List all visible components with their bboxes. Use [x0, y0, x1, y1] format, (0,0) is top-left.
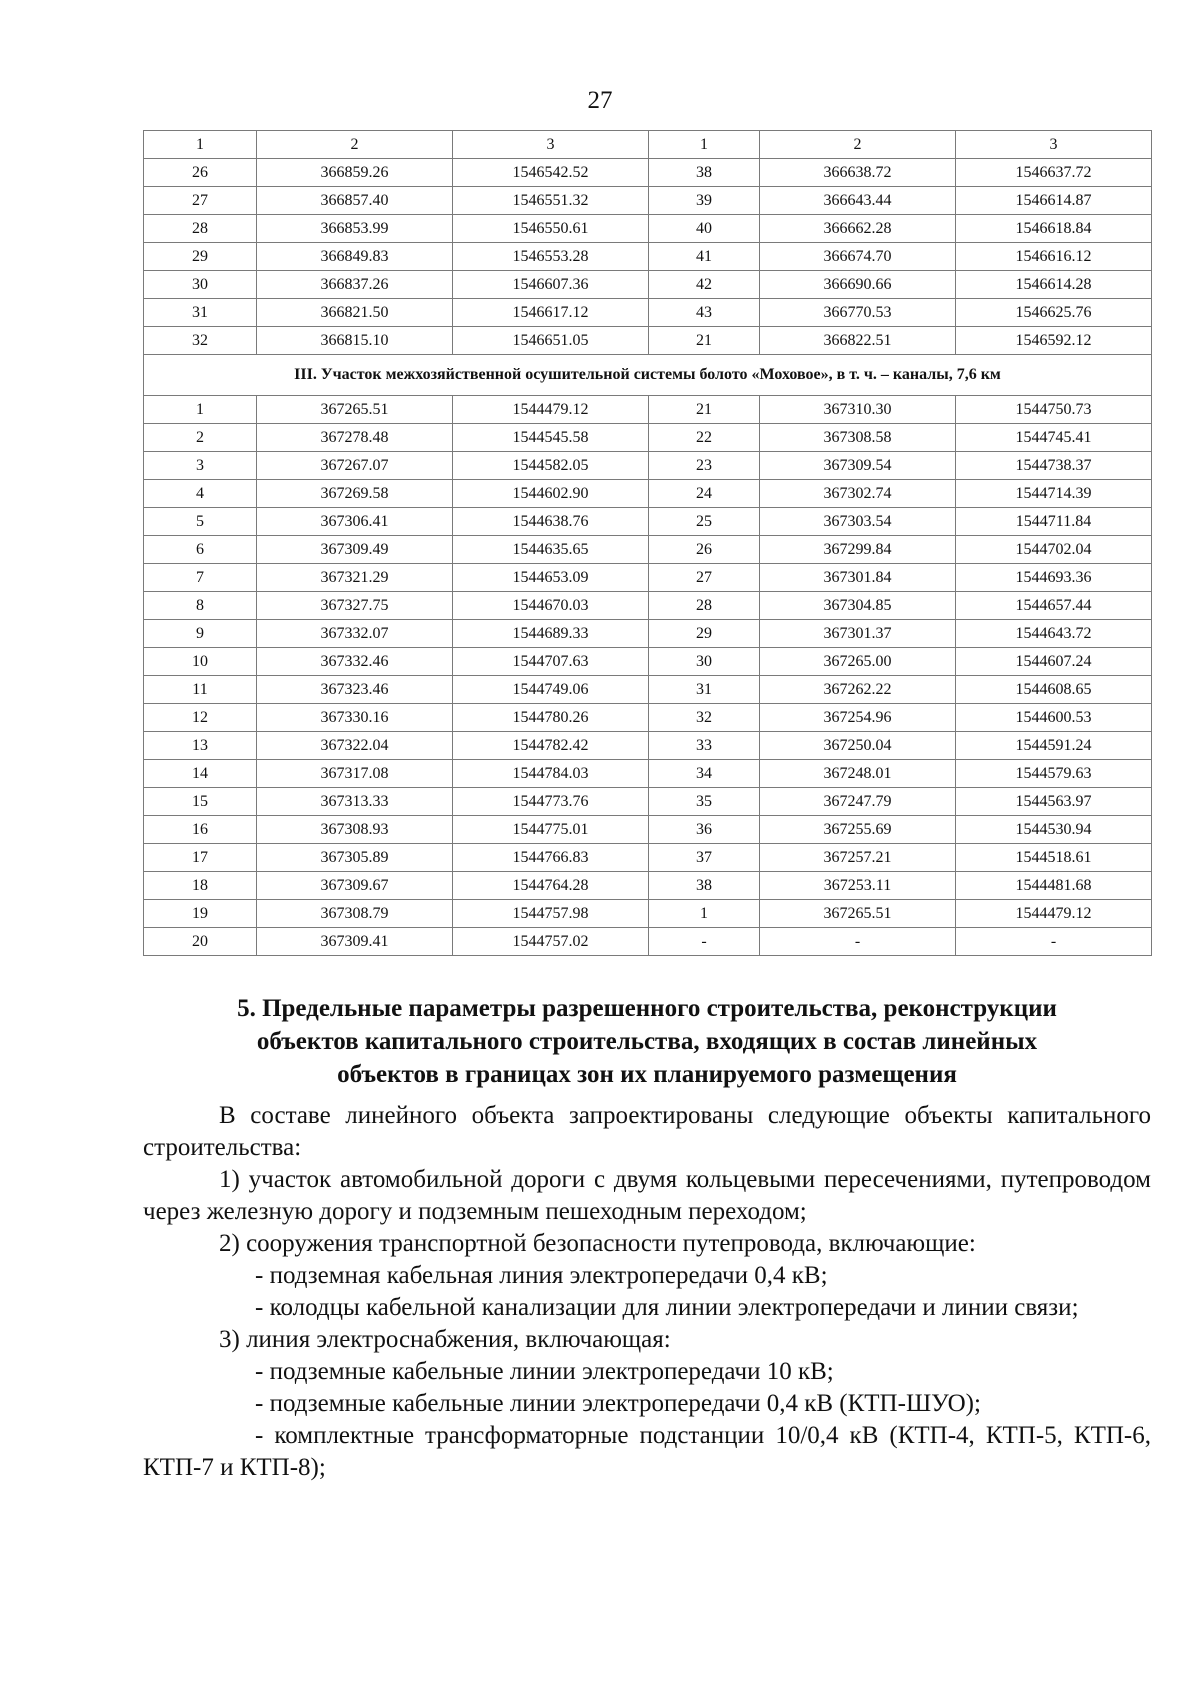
- table-cell: 367303.54: [760, 508, 956, 536]
- table-cell: 366822.51: [760, 327, 956, 355]
- table-cell: 1544773.76: [453, 788, 649, 816]
- table-cell: 1544479.12: [453, 396, 649, 424]
- table-cell: 1546592.12: [956, 327, 1152, 355]
- table-cell: 367327.75: [257, 592, 453, 620]
- table-cell: 367305.89: [257, 844, 453, 872]
- table-cell: 366643.44: [760, 187, 956, 215]
- table-cell: 1544608.65: [956, 676, 1152, 704]
- table-cell: 11: [144, 676, 257, 704]
- table-cell: 1544481.68: [956, 872, 1152, 900]
- table-row: [144, 564, 1152, 592]
- table-cell: 30: [649, 648, 760, 676]
- section-heading: [143, 992, 1151, 1091]
- table-cell: 1544750.73: [956, 396, 1152, 424]
- table-cell: 1546625.76: [956, 299, 1152, 327]
- table-row: [144, 704, 1152, 732]
- table-cell: 17: [144, 844, 257, 872]
- table-cell: 367309.49: [257, 536, 453, 564]
- table-cell: 366674.70: [760, 243, 956, 271]
- table-cell: 30: [144, 271, 257, 299]
- table-cell: 29: [144, 243, 257, 271]
- header-cell: 2: [760, 131, 956, 159]
- table-cell: -: [649, 928, 760, 956]
- table-cell: 3: [144, 452, 257, 480]
- table-cell: 367309.54: [760, 452, 956, 480]
- table-cell: 1544745.41: [956, 424, 1152, 452]
- table-cell: 366859.26: [257, 159, 453, 187]
- table-row: [144, 676, 1152, 704]
- table-cell: 15: [144, 788, 257, 816]
- table-cell: 1544670.03: [453, 592, 649, 620]
- table-row: [144, 844, 1152, 872]
- table-cell: 367247.79: [760, 788, 956, 816]
- table-cell: 1546637.72: [956, 159, 1152, 187]
- table-row: [144, 872, 1152, 900]
- table-cell: 1544782.42: [453, 732, 649, 760]
- table-cell: 1546617.12: [453, 299, 649, 327]
- table-cell: 367250.04: [760, 732, 956, 760]
- table-cell: 20: [144, 928, 257, 956]
- table-cell: 366853.99: [257, 215, 453, 243]
- heading-line: объектов в границах зон их планируемого размещения: [337, 1061, 957, 1088]
- sub-item: - подземная кабельная линия электропередачи 0,4 кВ;: [255, 1262, 828, 1289]
- table-cell: 1544711.84: [956, 508, 1152, 536]
- table-cell: 33: [649, 732, 760, 760]
- table-cell: 1544563.97: [956, 788, 1152, 816]
- table-cell: 31: [144, 299, 257, 327]
- table-cell: 1544602.90: [453, 480, 649, 508]
- table-cell: 367265.51: [760, 900, 956, 928]
- heading-line: 5. Предельные параметры разрешенного строительства, реконструкции: [237, 995, 1057, 1022]
- table-cell: 42: [649, 271, 760, 299]
- table-cell: 4: [144, 480, 257, 508]
- table-cell: 367310.30: [760, 396, 956, 424]
- table-cell: 1544714.39: [956, 480, 1152, 508]
- table-cell: 1544600.53: [956, 704, 1152, 732]
- table-row: [144, 760, 1152, 788]
- table-cell: 1544749.06: [453, 676, 649, 704]
- table-cell: 1544635.65: [453, 536, 649, 564]
- table-row: [144, 424, 1152, 452]
- table-cell: 24: [649, 480, 760, 508]
- table-cell: -: [956, 928, 1152, 956]
- table-cell: 367262.22: [760, 676, 956, 704]
- table-cell: 367302.74: [760, 480, 956, 508]
- table-cell: 32: [144, 327, 257, 355]
- table-cell: 38: [649, 159, 760, 187]
- table-cell: 366662.28: [760, 215, 956, 243]
- table-cell: 28: [649, 592, 760, 620]
- table-cell: 367265.00: [760, 648, 956, 676]
- header-cell: 2: [257, 131, 453, 159]
- table-cell: 7: [144, 564, 257, 592]
- table-cell: 367332.07: [257, 620, 453, 648]
- table-row: [144, 816, 1152, 844]
- table-row: [144, 327, 1152, 355]
- table-cell: 367308.79: [257, 900, 453, 928]
- table-cell: 367308.93: [257, 816, 453, 844]
- table-cell: 36: [649, 816, 760, 844]
- table-cell: 29: [649, 620, 760, 648]
- table-cell: 1544579.63: [956, 760, 1152, 788]
- section-title: III. Участок межхозяйственной осушительной системы болото «Моховое», в т. ч. – каналы, 7,6 км: [144, 355, 1152, 396]
- table-row: [144, 396, 1152, 424]
- table-cell: 367323.46: [257, 676, 453, 704]
- table-cell: 18: [144, 872, 257, 900]
- table-cell: 1546614.87: [956, 187, 1152, 215]
- table-cell: 367317.08: [257, 760, 453, 788]
- table-cell: 1544764.28: [453, 872, 649, 900]
- table-cell: 21: [649, 396, 760, 424]
- table-cell: 367267.07: [257, 452, 453, 480]
- table-cell: 367278.48: [257, 424, 453, 452]
- table-cell: 1544653.09: [453, 564, 649, 592]
- table-header-row: [144, 131, 1152, 159]
- table-cell: 1546616.12: [956, 243, 1152, 271]
- body-text: [143, 1100, 1151, 1484]
- table-cell: 1544643.72: [956, 620, 1152, 648]
- header-cell: 3: [453, 131, 649, 159]
- table-cell: 8: [144, 592, 257, 620]
- header-cell: 1: [144, 131, 257, 159]
- table-cell: 367255.69: [760, 816, 956, 844]
- table-cell: 366770.53: [760, 299, 956, 327]
- table-cell: 367257.21: [760, 844, 956, 872]
- page-number: 27: [587, 87, 613, 114]
- table-cell: 367313.33: [257, 788, 453, 816]
- table-row: [144, 480, 1152, 508]
- list-item-1: 1) участок автомобильной дороги с двумя кольцевыми пересечениями, путепроводом через железную дорогу и подземным пешеходным переходом;: [143, 1166, 1151, 1225]
- coordinates-table: [143, 130, 1152, 956]
- table-row: [144, 271, 1152, 299]
- table-cell: 1544689.33: [453, 620, 649, 648]
- sub-item: - подземные кабельные линии электропередачи 10 кВ;: [255, 1358, 834, 1385]
- table-cell: 1544693.36: [956, 564, 1152, 592]
- table-row: [144, 900, 1152, 928]
- table-cell: 35: [649, 788, 760, 816]
- table-row: [144, 648, 1152, 676]
- table-cell: 1546550.61: [453, 215, 649, 243]
- table-cell: 1544638.76: [453, 508, 649, 536]
- table-cell: 16: [144, 816, 257, 844]
- table-cell: 1546651.05: [453, 327, 649, 355]
- list-item-3: 3) линия электроснабжения, включающая:: [219, 1326, 671, 1353]
- table-cell: 1: [649, 900, 760, 928]
- table-cell: 34: [649, 760, 760, 788]
- table-cell: 32: [649, 704, 760, 732]
- table-cell: 367301.37: [760, 620, 956, 648]
- table-row: [144, 187, 1152, 215]
- table-cell: 1544784.03: [453, 760, 649, 788]
- table-cell: 13: [144, 732, 257, 760]
- table-row: [144, 215, 1152, 243]
- table-cell: 1544657.44: [956, 592, 1152, 620]
- heading-line: объектов капитального строительства, входящих в состав линейных: [256, 1028, 1038, 1055]
- table-cell: 22: [649, 424, 760, 452]
- table-row: [144, 788, 1152, 816]
- table-cell: 367269.58: [257, 480, 453, 508]
- table-row: [144, 452, 1152, 480]
- table-cell: 14: [144, 760, 257, 788]
- table-cell: 5: [144, 508, 257, 536]
- table-cell: 366849.83: [257, 243, 453, 271]
- table-cell: 9: [144, 620, 257, 648]
- table-cell: 1544738.37: [956, 452, 1152, 480]
- table-cell: 12: [144, 704, 257, 732]
- table-cell: 367299.84: [760, 536, 956, 564]
- table-cell: 366638.72: [760, 159, 956, 187]
- table-cell: 1544707.63: [453, 648, 649, 676]
- table-row: [144, 243, 1152, 271]
- table-cell: 28: [144, 215, 257, 243]
- table-cell: 39: [649, 187, 760, 215]
- table-cell: 1546614.28: [956, 271, 1152, 299]
- intro-paragraph: В составе линейного объекта запроектированы следующие объекты капитального строительства:: [143, 1102, 1151, 1161]
- table-cell: 367308.58: [760, 424, 956, 452]
- table-cell: 1544582.05: [453, 452, 649, 480]
- list-item-2: 2) сооружения транспортной безопасности путепровода, включающие:: [219, 1230, 976, 1257]
- table-cell: 1546607.36: [453, 271, 649, 299]
- table-row: [144, 620, 1152, 648]
- table-cell: 26: [144, 159, 257, 187]
- sub-item: - колодцы кабельной канализации для линии электропередачи и линии связи;: [255, 1294, 1079, 1321]
- table-cell: 1544518.61: [956, 844, 1152, 872]
- table-cell: 1544479.12: [956, 900, 1152, 928]
- table-cell: 1544530.94: [956, 816, 1152, 844]
- table-cell: 366821.50: [257, 299, 453, 327]
- table-cell: 1544757.98: [453, 900, 649, 928]
- sub-item: - комплектные трансформаторные подстанции 10/0,4 кВ (КТП-4, КТП-5, КТП-6, КТП-7 и КТП-8);: [143, 1422, 1151, 1481]
- sub-item: - подземные кабельные линии электропередачи 0,4 кВ (КТП-ШУО);: [255, 1390, 981, 1417]
- table-cell: 21: [649, 327, 760, 355]
- table-cell: 367253.11: [760, 872, 956, 900]
- table-cell: 31: [649, 676, 760, 704]
- table-row: [144, 508, 1152, 536]
- table-row: [144, 159, 1152, 187]
- table-cell: 367254.96: [760, 704, 956, 732]
- table-cell: 367322.04: [257, 732, 453, 760]
- table-cell: 25: [649, 508, 760, 536]
- table-cell: 367309.67: [257, 872, 453, 900]
- table-cell: 366837.26: [257, 271, 453, 299]
- table-cell: 1: [144, 396, 257, 424]
- table-cell: 1544591.24: [956, 732, 1152, 760]
- table-row: [144, 928, 1152, 956]
- table-cell: 367306.41: [257, 508, 453, 536]
- section-row: [144, 355, 1152, 396]
- table-cell: 366690.66: [760, 271, 956, 299]
- table-cell: 1544545.58: [453, 424, 649, 452]
- table-cell: 367309.41: [257, 928, 453, 956]
- table-cell: 27: [649, 564, 760, 592]
- table-cell: 366857.40: [257, 187, 453, 215]
- table-cell: 26: [649, 536, 760, 564]
- table-cell: 1546618.84: [956, 215, 1152, 243]
- table-cell: 43: [649, 299, 760, 327]
- table-cell: 1546551.32: [453, 187, 649, 215]
- table-row: [144, 732, 1152, 760]
- table-cell: 1546553.28: [453, 243, 649, 271]
- table-cell: 367332.46: [257, 648, 453, 676]
- table-cell: 1544757.02: [453, 928, 649, 956]
- header-cell: 3: [956, 131, 1152, 159]
- table-cell: 1544702.04: [956, 536, 1152, 564]
- table-row: [144, 299, 1152, 327]
- table-cell: 37: [649, 844, 760, 872]
- table-cell: 367301.84: [760, 564, 956, 592]
- table-cell: 2: [144, 424, 257, 452]
- table-row: [144, 592, 1152, 620]
- table-cell: 1544780.26: [453, 704, 649, 732]
- table-cell: 40: [649, 215, 760, 243]
- table-cell: 1544607.24: [956, 648, 1152, 676]
- table-cell: 10: [144, 648, 257, 676]
- header-cell: 1: [649, 131, 760, 159]
- table-cell: 366815.10: [257, 327, 453, 355]
- table-cell: 367304.85: [760, 592, 956, 620]
- table-cell: 38: [649, 872, 760, 900]
- table-cell: -: [760, 928, 956, 956]
- table-cell: 1546542.52: [453, 159, 649, 187]
- table-cell: 27: [144, 187, 257, 215]
- table-cell: 367321.29: [257, 564, 453, 592]
- table-cell: 367265.51: [257, 396, 453, 424]
- table-cell: 6: [144, 536, 257, 564]
- table-cell: 23: [649, 452, 760, 480]
- table-cell: 19: [144, 900, 257, 928]
- table-row: [144, 536, 1152, 564]
- table-cell: 1544775.01: [453, 816, 649, 844]
- table-cell: 41: [649, 243, 760, 271]
- table-cell: 367248.01: [760, 760, 956, 788]
- table-cell: 1544766.83: [453, 844, 649, 872]
- table-cell: 367330.16: [257, 704, 453, 732]
